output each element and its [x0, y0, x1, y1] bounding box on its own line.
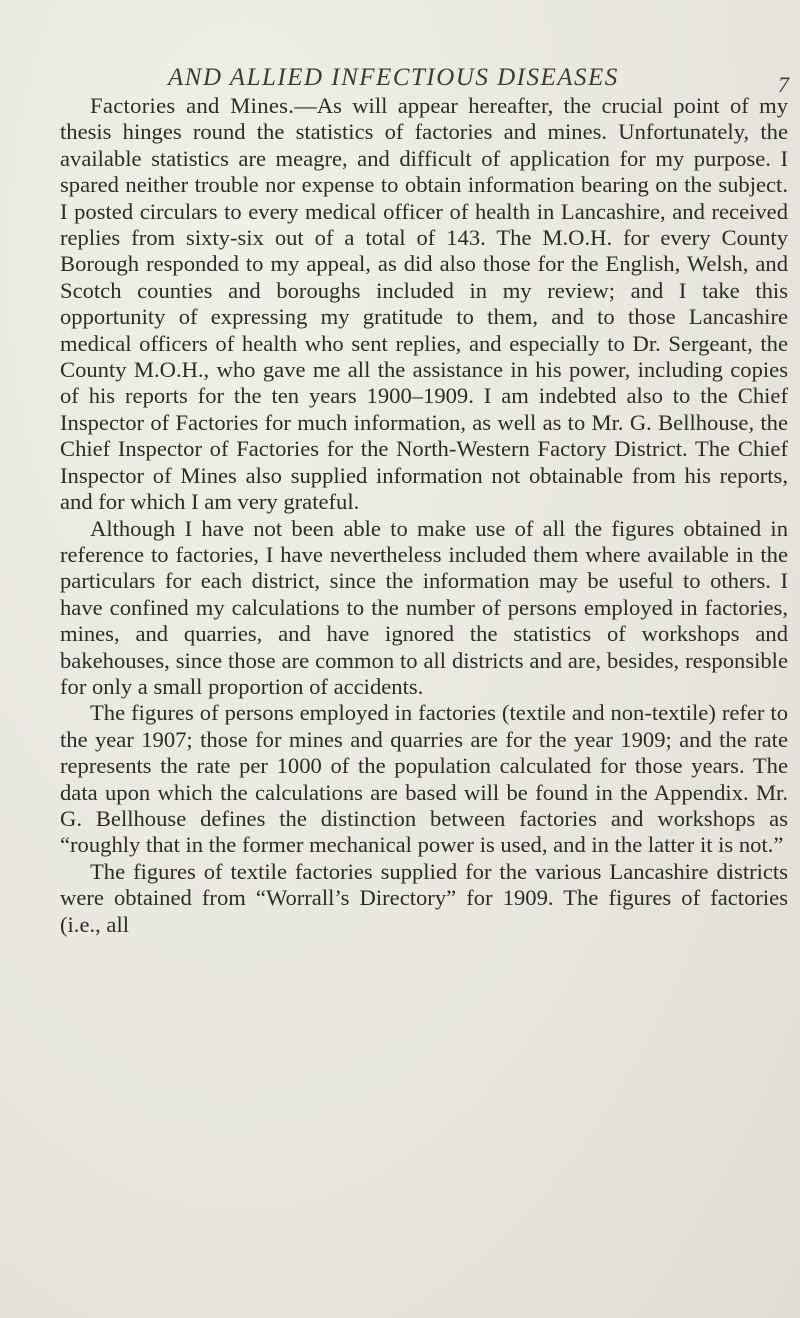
paragraph-3: The figures of persons employed in factories (textile and non-textile) refer to the year 1907; those for mines and quarries are for the year 1909; and the rate represents the rate per 1000 of the population calculated for those years. The data upon which the calculations are based will be found in the Appendix. Mr. G. Bellhouse defines the distinction between factories and workshops as “roughly that in the former mechanical power is used, and in the latter it is not.” — [60, 700, 788, 858]
section-heading: Factories and Mines. — [90, 93, 295, 118]
paragraph-4: The figures of textile factories supplied for the various Lancashire districts were obtained from “Worrall’s Directory” for 1909. The figures of factories (i.e., all — [60, 858, 788, 937]
paragraph-2: Although I have not been able to make use of all the figures obtained in reference to factories, I have nevertheless included them where available in the particulars for each district, since the information may be useful to others. I have confined my calculations to the number of persons employed in factories, mines, and quarries, and have ignored the statistics of workshops and bakehouses, since those are common to all districts and are, besides, responsible for only a small proportion of accidents. — [60, 515, 788, 699]
page-number: 7 — [778, 72, 789, 97]
running-head: AND ALLIED INFECTIOUS DISEASES — [168, 64, 619, 91]
paragraph-1-text: —As will appear hereafter, the crucial point of my thesis hinges round the statistics of factories and mines. Unfortunately, the available statistics are meagre, and difficult of application for my purpose. I spared neither trouble nor expense to obtain information bearing on the subject. I posted circulars to every medical officer of health in Lancashire, and received replies from sixty-six out of a total of 143. The M.O.H. for every County Borough responded to my appeal, as did also those for the English, Welsh, and Scotch counties and boroughs included in my review; and I take this opportunity of expressing my gratitude to them, and to those Lancashire medical officers of health who sent replies, and especially to Dr. Sergeant, the County M.O.H., who gave me all the assistance in his power, including copies of his reports for the ten years 1900–1909. I am indebted also to the Chief Inspector of Factories for much information, as well as to Mr. G. Bellhouse, the Chief Inspector of Factories for the North-Western Factory District. The Chief Inspector of Mines also supplied information not obtainable from his reports, and for which I am very grateful. — [60, 93, 788, 515]
body-text — [60, 93, 788, 938]
paragraph-1 — [60, 93, 788, 516]
